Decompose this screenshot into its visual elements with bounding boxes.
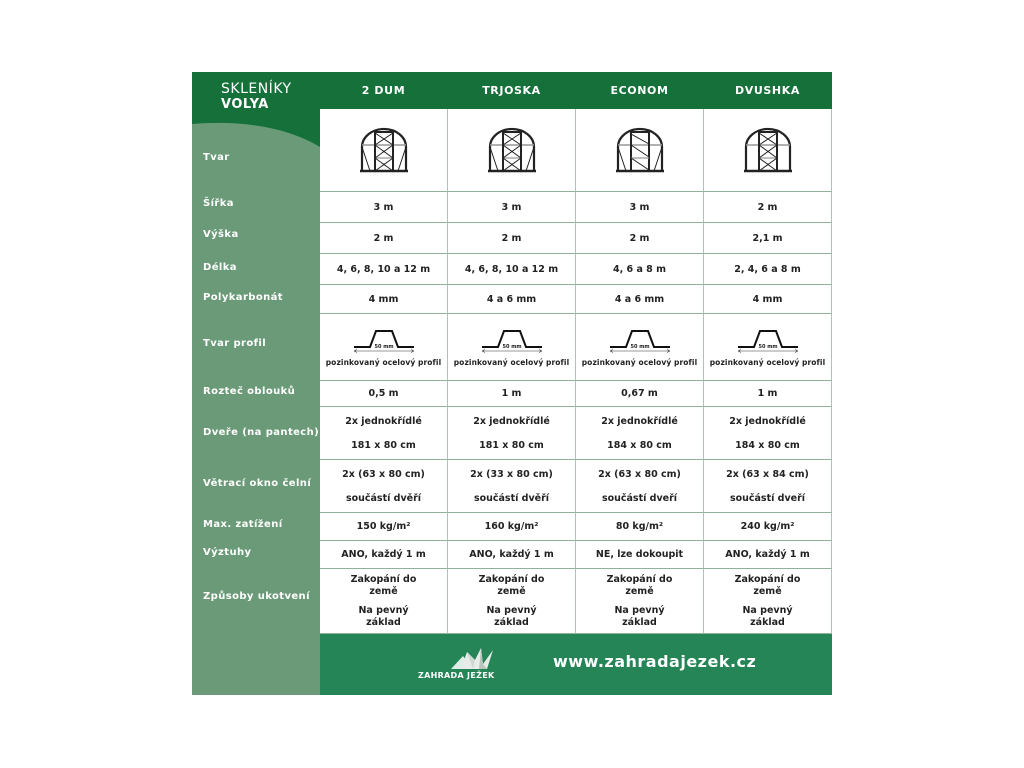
cell-lines — [598, 469, 681, 504]
cell-line-secondary: součástí dvěří — [473, 492, 550, 504]
cell-lines — [473, 574, 551, 629]
cell-tvar-profil-econom — [576, 314, 704, 381]
cell-value: 4, 6 a 8 m — [613, 263, 666, 275]
cell-tvar-2dum — [320, 109, 448, 192]
cell-dvere-econom — [576, 407, 704, 460]
profile-caption: pozinkovaný ocelový profil — [325, 357, 442, 367]
profile-caption: pozinkovaný ocelový profil — [581, 357, 698, 367]
column-header-trjoska: TRJOSKA — [482, 84, 541, 97]
cell-polykarbonat-dvushka — [704, 285, 832, 314]
cell-line-secondary: součástí dveří — [729, 492, 806, 504]
cell-sirka-2dum — [320, 192, 448, 223]
cell-value: NE, lze dokoupit — [595, 549, 684, 560]
steel-profile-icon — [352, 328, 416, 354]
cell-roztec-dvushka — [704, 381, 832, 407]
cell-lines — [729, 574, 807, 629]
cell-lines — [726, 469, 809, 504]
anchoring-option-foundation: Na pevný základ — [486, 604, 537, 628]
greenhouse-econom-icon — [614, 125, 666, 175]
cell-value: 2 m — [501, 232, 522, 244]
cell-vyztuhy-dvushka — [704, 541, 832, 569]
cell-value: 2,1 m — [752, 232, 783, 244]
comparison-grid — [320, 109, 832, 634]
row-label-tvar: Tvar — [203, 152, 230, 163]
row-label-zatizeni: Max. zatížení — [203, 519, 283, 530]
cell-value: 4 a 6 mm — [614, 293, 665, 305]
cell-ukotveni-2dum — [320, 569, 448, 634]
cell-value: ANO, každý 1 m — [725, 549, 810, 560]
cell-value: 3 m — [373, 201, 394, 213]
comparison-card — [192, 72, 832, 695]
row-label-vetraci: Větrací okno čelní — [203, 478, 312, 489]
cell-roztec-econom — [576, 381, 704, 407]
cell-value: 4 mm — [368, 293, 399, 305]
anchoring-option-foundation: Na pevný základ — [358, 604, 409, 628]
cell-zatizeni-trjoska — [448, 513, 576, 541]
cell-value: 2 m — [757, 201, 778, 213]
cell-tvar-profil-trjoska — [448, 314, 576, 381]
cell-lines — [601, 416, 678, 451]
anchoring-option-dig-in: Zakopání do země — [478, 573, 545, 597]
cell-lines — [470, 469, 553, 504]
anchoring-option-dig-in: Zakopání do země — [606, 573, 673, 597]
cell-vetraci-trjoska — [448, 460, 576, 513]
cell-polykarbonat-trjoska — [448, 285, 576, 314]
greenhouse-trjoska-icon — [486, 125, 538, 175]
cell-sirka-econom — [576, 192, 704, 223]
cell-value: 80 kg/m² — [615, 521, 664, 532]
cell-vyska-trjoska — [448, 223, 576, 254]
cell-vyztuhy-trjoska — [448, 541, 576, 569]
cell-line-secondary: 184 x 80 cm — [735, 439, 800, 451]
cell-sirka-dvushka — [704, 192, 832, 223]
cell-lines — [601, 574, 679, 629]
cell-zatizeni-dvushka — [704, 513, 832, 541]
cell-vetraci-econom — [576, 460, 704, 513]
brand-title: SKLENÍKY — [221, 81, 292, 97]
cell-polykarbonat-2dum — [320, 285, 448, 314]
crown-logo-icon — [451, 646, 493, 670]
cell-value: 1 m — [501, 388, 522, 399]
cell-vyska-2dum — [320, 223, 448, 254]
cell-delka-trjoska — [448, 254, 576, 285]
cell-line-primary: 2x (33 x 80 cm) — [470, 468, 553, 480]
column-header-dvushka: DVUSHKA — [735, 84, 800, 97]
cell-value: 0,5 m — [368, 388, 399, 399]
profile-caption: pozinkovaný ocelový profil — [453, 357, 570, 367]
greenhouse-dvushka-icon — [742, 125, 794, 175]
cell-delka-2dum — [320, 254, 448, 285]
cell-vetraci-dvushka — [704, 460, 832, 513]
row-label-vyska: Výška — [203, 229, 239, 240]
cell-value: 2 m — [373, 232, 394, 244]
cell-line-primary: 2x (63 x 84 cm) — [726, 468, 809, 480]
cell-tvar-profil-dvushka — [704, 314, 832, 381]
cell-tvar-econom — [576, 109, 704, 192]
row-label-tvar-profil: Tvar profil — [203, 338, 267, 349]
cell-value: 2, 4, 6 a 8 m — [734, 263, 801, 275]
cell-vetraci-2dum — [320, 460, 448, 513]
profile-dimension-label: 50 mm — [374, 343, 394, 350]
cell-tvar-dvushka — [704, 109, 832, 192]
row-label-delka: Délka — [203, 262, 237, 273]
cell-value: 240 kg/m² — [740, 521, 795, 532]
footer-logo-text: ZAHRADA JEŽEK — [418, 671, 495, 680]
cell-value: 1 m — [757, 388, 778, 399]
cell-delka-dvushka — [704, 254, 832, 285]
cell-dvere-dvushka — [704, 407, 832, 460]
cell-ukotveni-trjoska — [448, 569, 576, 634]
cell-line-primary: 2x jednokřídlé — [345, 415, 422, 427]
cell-roztec-2dum — [320, 381, 448, 407]
cell-value: ANO, každý 1 m — [341, 549, 426, 560]
cell-vyztuhy-econom — [576, 541, 704, 569]
anchoring-option-foundation: Na pevný základ — [614, 604, 665, 628]
cell-dvere-2dum — [320, 407, 448, 460]
profile-dimension-label: 50 mm — [502, 343, 522, 350]
cell-ukotveni-econom — [576, 569, 704, 634]
cell-lines — [345, 416, 422, 451]
steel-profile-icon — [608, 328, 672, 354]
row-label-roztec: Rozteč oblouků — [203, 386, 296, 397]
cell-line-secondary: 181 x 80 cm — [351, 439, 416, 451]
cell-value: 4, 6, 8, 10 a 12 m — [464, 263, 559, 275]
cell-vyska-dvushka — [704, 223, 832, 254]
cell-lines — [729, 416, 806, 451]
cell-line-primary: 2x jednokřídlé — [473, 415, 550, 427]
row-label-dvere: Dveře (na pantech) — [203, 427, 320, 438]
cell-vyztuhy-2dum — [320, 541, 448, 569]
brand-subtitle: VOLYA — [221, 97, 269, 112]
cell-lines — [342, 469, 425, 504]
row-label-polykarbonat: Polykarbonát — [203, 292, 283, 303]
cell-line-primary: 2x (63 x 80 cm) — [342, 468, 425, 480]
cell-value: 150 kg/m² — [356, 521, 411, 532]
column-header-econom: ECONOM — [610, 84, 669, 97]
cell-line-secondary: 181 x 80 cm — [479, 439, 544, 451]
cell-value: ANO, každý 1 m — [469, 549, 554, 560]
cell-tvar-profil-2dum — [320, 314, 448, 381]
cell-value: 4 mm — [752, 293, 783, 305]
profile-dimension-label: 50 mm — [630, 343, 650, 350]
row-label-vyztuhy: Výztuhy — [203, 547, 252, 558]
column-header-2dum: 2 DUM — [361, 84, 406, 97]
cell-value: 4 a 6 mm — [486, 293, 537, 305]
cell-vyska-econom — [576, 223, 704, 254]
cell-line-primary: 2x jednokřídlé — [729, 415, 806, 427]
cell-line-secondary: 184 x 80 cm — [607, 439, 672, 451]
anchoring-option-dig-in: Zakopání do země — [734, 573, 801, 597]
cell-zatizeni-2dum — [320, 513, 448, 541]
profile-caption: pozinkovaný ocelový profil — [709, 357, 826, 367]
row-label-ukotveni: Způsoby ukotvení — [203, 591, 310, 602]
row-label-sirka: Šířka — [203, 198, 234, 209]
cell-line-primary: 2x (63 x 80 cm) — [598, 468, 681, 480]
cell-ukotveni-dvushka — [704, 569, 832, 634]
footer-banner — [320, 634, 832, 695]
cell-tvar-trjoska — [448, 109, 576, 192]
cell-zatizeni-econom — [576, 513, 704, 541]
cell-value: 160 kg/m² — [484, 521, 539, 532]
cell-delka-econom — [576, 254, 704, 285]
cell-value: 3 m — [501, 201, 522, 213]
cell-sirka-trjoska — [448, 192, 576, 223]
cell-roztec-trjoska — [448, 381, 576, 407]
profile-dimension-label: 50 mm — [758, 343, 778, 350]
cell-lines — [345, 574, 423, 629]
cell-line-secondary: součástí dvěří — [345, 492, 422, 504]
greenhouse-2dum-icon — [358, 125, 410, 175]
steel-profile-icon — [480, 328, 544, 354]
steel-profile-icon — [736, 328, 800, 354]
cell-lines — [473, 416, 550, 451]
anchoring-option-foundation: Na pevný základ — [742, 604, 793, 628]
cell-value: 4, 6, 8, 10 a 12 m — [336, 263, 431, 275]
cell-value: 2 m — [629, 232, 650, 244]
cell-polykarbonat-econom — [576, 285, 704, 314]
cell-value: 0,67 m — [621, 388, 658, 399]
cell-line-secondary: součástí dveří — [601, 492, 678, 504]
cell-dvere-trjoska — [448, 407, 576, 460]
cell-value: 3 m — [629, 201, 650, 213]
footer-website-link[interactable]: www.zahradajezek.cz — [553, 652, 757, 671]
cell-line-primary: 2x jednokřídlé — [601, 415, 678, 427]
anchoring-option-dig-in: Zakopání do země — [350, 573, 417, 597]
